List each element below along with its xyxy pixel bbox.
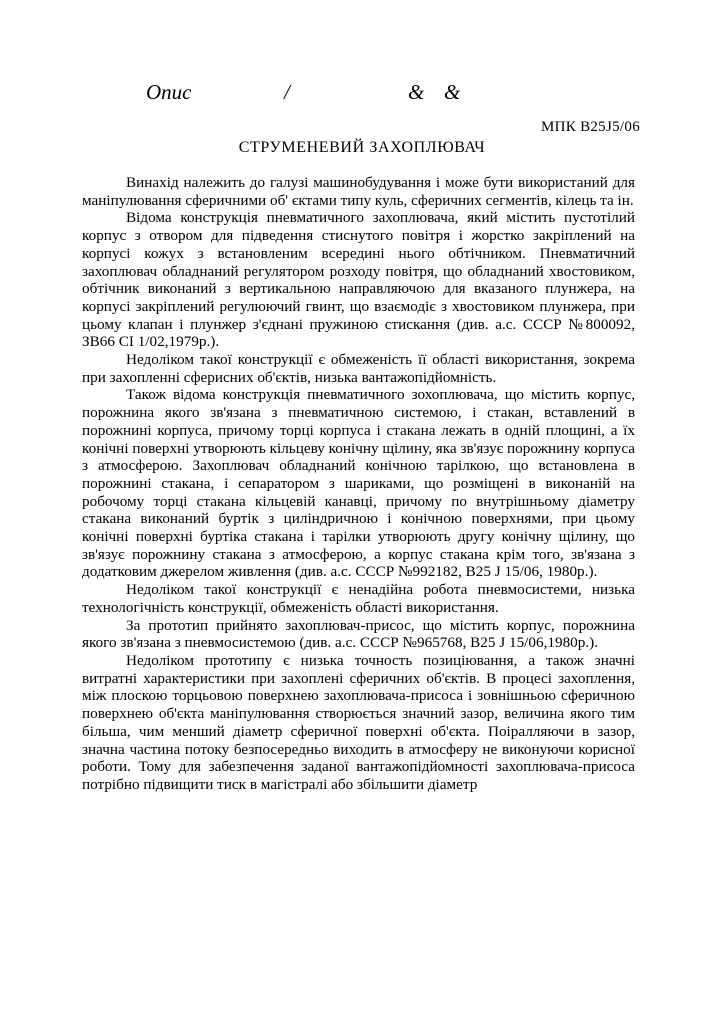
paragraph-4: Також відома конструкція пневматичного зохоплювача, що містить корпус, порожнина якого зв'язана з пневматичною системою, і стакан, вставлений в порожнині корпуса, причому торці корпуса і стакана лежать в одній площині, а їх конічні поверхні утворюють кільцеву конічну щілину, яка зв'язує порожнину корпуса з атмосферою. Захоплювач обладнаний конічною тарілкою, що встановлена в порожнині стакана, і сепаратором з шариками, що розміщені в виконаній на робочому торці стакана кільцевій канавці, причому по внутрішньому діаметру стакана виконаний буртік з циліндричною і конічною поверхнями, при цьому конічні поверхні буртіка стакана і тарілки утворюють другу конічну щілину, що зв'язує порожнину стакана з атмосферою, а корпус стакана крім того, зв'язана з додатковим джерелом живлення (див. а.с. СССР №992182, В25 J 15/06, 1980р.). — [82, 386, 635, 581]
paragraph-6: За прототип прийнято захоплювач-присос, що містить корпус, порожнина якого зв'язана з пневмосистемою (див. а.с. СССР №965768, В25 J 15/06,1980р.). — [82, 616, 635, 652]
paragraph-1: Винахід належить до галузі машинобудування і може бути використаний для маніпулювання сферичними об' єктами типу куль, сферичних сегментів, кілець та ін. — [82, 174, 635, 209]
header-ampersand-1: & — [408, 80, 425, 104]
paragraph-2: Відома конструкція пневматичного захоплювача, який містить пустотілий корпус з отвором для підведення стиснутого повітря і жорстко закріплений на корпусі кожух з встановленим всередині нього обтічником. Пневматичний захоплювач обладнаний регулятором розходу повітря, що обладнаний хвостовиком, обтічник виконаний з вертикальною направляючою для вказаного плунжера, на корпусі закріплений регулюючий гвинт, що взаємодіє з хвостовиком плунжера, при цьому клапан і плунжер з'єднані пружиною стискання (див. а.с. СССР №800092, ЗВ66 СІ 1/02,1979р.). — [82, 209, 635, 351]
classification-code: МПК B25J5/06 — [540, 119, 640, 135]
header-ampersand-2: & — [444, 80, 461, 104]
header-line — [146, 80, 506, 106]
paragraph-7: Недоліком прототипу є низька точность позиціювання, а також значні витратні характеристики при захоплені сферичних об'єктів. В процесі захоплення, між плоскою торцьовою поверхнею захоплювача-присоса і зовнішньою сферичною поверхнею об'єкта маніпулювання створюється значний зазор, величина якого тим більша, чим менший діаметр сферичної поверхні об'єкта. Поіралляючи в зазор, значна частина потоку безпосередньо виходить в атмосферу не виконуючи корисної роботи. Тому для забезпечення заданої вантажопідйомності захоплювача-присоса потрібно підвищити тиск в магістралі або збільшити діаметр — [82, 651, 635, 793]
header-opys: Опис — [146, 80, 192, 104]
paragraph-3: Недоліком такої конструкції є обмеженість її області використання, зокрема при захопленні сферисних об'єктів, низька вантажопідйомність. — [82, 351, 635, 386]
document-title: СТРУМЕНЕВИЙ ЗАХОПЛЮВАЧ — [238, 139, 486, 156]
header-slash: / — [284, 80, 290, 104]
paragraph-5: Недоліком такої конструкції є ненадійна робота пневмосистеми, низька технологічність конструкції, обмеженість області використання. — [82, 581, 635, 616]
document-body — [82, 174, 635, 794]
